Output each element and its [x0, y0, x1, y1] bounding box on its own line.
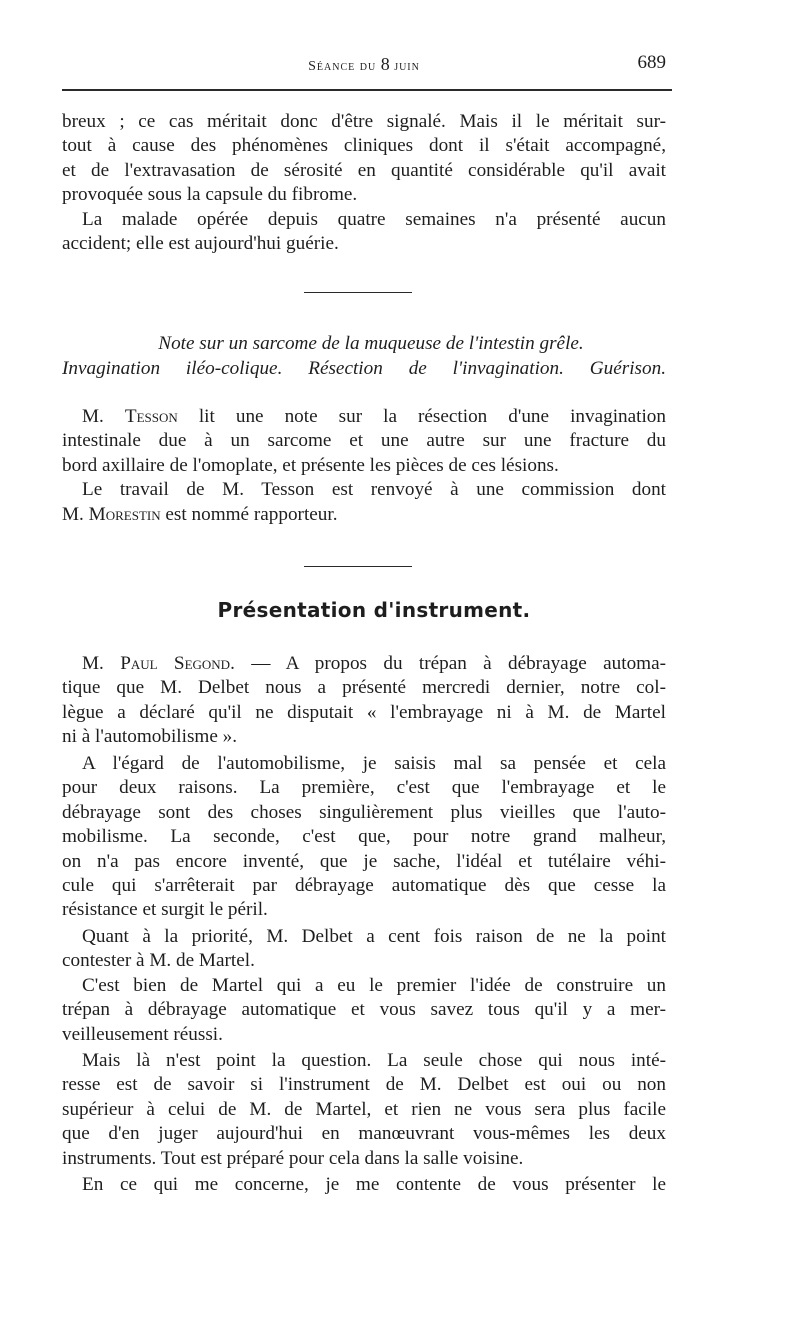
paragraph-3-line-3: bord axillaire de l'omoplate, et présente les pièces de ces lésions. [62, 454, 559, 476]
paragraph-5-line-1-text: — A propos du trépan à débrayage automa- [251, 653, 666, 674]
paragraph-6-line-3: débrayage sont des choses singulièrement plus vieilles que l'auto- [62, 801, 666, 823]
paragraph-7-line-2: contester à M. de Martel. [62, 950, 255, 972]
running-title-day: 8 [380, 54, 390, 74]
note-title [62, 332, 666, 381]
paragraph-6-line-4: mobilisme. La seconde, c'est que, pour notre grand malheur, [62, 826, 666, 848]
section-heading: Présentation d'instrument. [217, 598, 531, 622]
paragraph-2-line-2: accident; elle est aujourd'hui guérie. [62, 233, 339, 254]
paragraph-5-line-2: tique que M. Delbet nous a présenté mercredi dernier, notre col- [62, 677, 666, 699]
paragraph-2-line-1: La malade opérée depuis quatre semaines n'a présenté aucun [82, 208, 666, 230]
author-paul-segond: Paul Segond. [120, 653, 235, 674]
running-title-pre: Séance du [308, 59, 377, 74]
separator-rule-2 [304, 566, 412, 567]
header-rule [62, 89, 672, 91]
paragraph-9-line-1: Mais là n'est point la question. La seule chose qui nous inté- [82, 1050, 666, 1071]
paragraph-5-line-4: ni à l'automobilisme ». [62, 726, 238, 748]
paragraph-8-line-2: trépan à débrayage automatique et vous savez tous qu'il y a mer- [62, 999, 666, 1021]
paragraph-3-line-1 [62, 405, 666, 429]
paragraph-1-line-4: provoquée sous la capsule du fibrome. [62, 184, 358, 206]
paragraph-9-line-4: que d'en juger aujourd'hui en manœuvrant vous-mêmes les deux [62, 1123, 666, 1145]
note-title-line-2: Invagination iléo-colique. Résection de l'invagination. Guérison. [62, 357, 666, 379]
page-number: 689 [637, 52, 666, 73]
paragraph-4-line-1: Le travail de M. Tesson est renvoyé à une commission dont [82, 479, 666, 501]
paragraph-1-line-1: breux ; ce cas méritait donc d'être signalé. Mais il le méritait sur- [62, 111, 666, 132]
running-head [62, 52, 666, 76]
paragraph-5-line-3: lègue a déclaré qu'il ne disputait « l'embrayage ni à M. de Martel [62, 701, 666, 723]
paragraph-6-line-1: A l'égard de l'automobilisme, je saisis mal sa pensée et cela [82, 753, 666, 774]
paragraph-3-line-2: intestinale due à un sarcome et une autre sur une fracture du [62, 430, 666, 452]
paragraph-7-line-1: Quant à la priorité, M. Delbet a cent fois raison de ne la point [82, 926, 666, 947]
note-title-line-1: Note sur un sarcome de la muqueuse de l'intestin grêle. [158, 333, 584, 354]
paragraph-9-line-3: supérieur à celui de M. de Martel, et rien ne vous sera plus facile [62, 1098, 666, 1120]
paragraph-6-line-5: on n'a pas encore inventé, que je sache, l'idéal et tutélaire véhi- [62, 850, 666, 872]
paragraph-3-line-1-text: lit une note sur la résection d'une invagination [198, 406, 666, 427]
paragraph-10-line-1: En ce qui me concerne, je me contente de vous présenter le [82, 1174, 666, 1195]
running-title-post: juin [394, 59, 420, 74]
running-title [62, 54, 666, 75]
paragraph-8-line-3: veilleusement réussi. [62, 1023, 223, 1045]
paragraph-1-line-2: tout à cause des phénomènes cliniques dont il s'était accompagné, [62, 135, 666, 157]
paragraph-6-line-6: cule qui s'arrêterait par débrayage automatique dès que cesse la [62, 875, 666, 896]
paragraph-4-line-2-text: est nommé rapporteur. [165, 503, 338, 525]
paragraph-9-line-2: resse est de savoir si l'instrument de M. Delbet est oui ou non [62, 1074, 666, 1096]
separator-rule-1 [304, 292, 412, 293]
paragraph-6-line-2: pour deux raisons. La première, c'est que l'embrayage et le [62, 777, 666, 799]
paragraph-1-line-3: et de l'extravasation de sérosité en quantité considérable qu'il avait [62, 159, 666, 181]
paragraph-5-prefix: M. [82, 653, 104, 674]
paragraph-6-line-7: résistance et surgit le péril. [62, 899, 268, 921]
author-tesson: Tesson [124, 406, 178, 427]
paragraph-5-line-1 [62, 652, 666, 676]
paragraph-3-prefix: M. [82, 406, 104, 427]
paragraph-8-line-1: C'est bien de Martel qui a eu le premier l'idée de construire un [82, 975, 666, 996]
paragraph-4-prefix: M. [62, 503, 84, 525]
paragraph-4-line-2 [62, 503, 666, 527]
paragraph-9-line-5: instruments. Tout est préparé pour cela dans la salle voisine. [62, 1147, 524, 1169]
rapporteur-morestin: Morestin [88, 503, 161, 525]
